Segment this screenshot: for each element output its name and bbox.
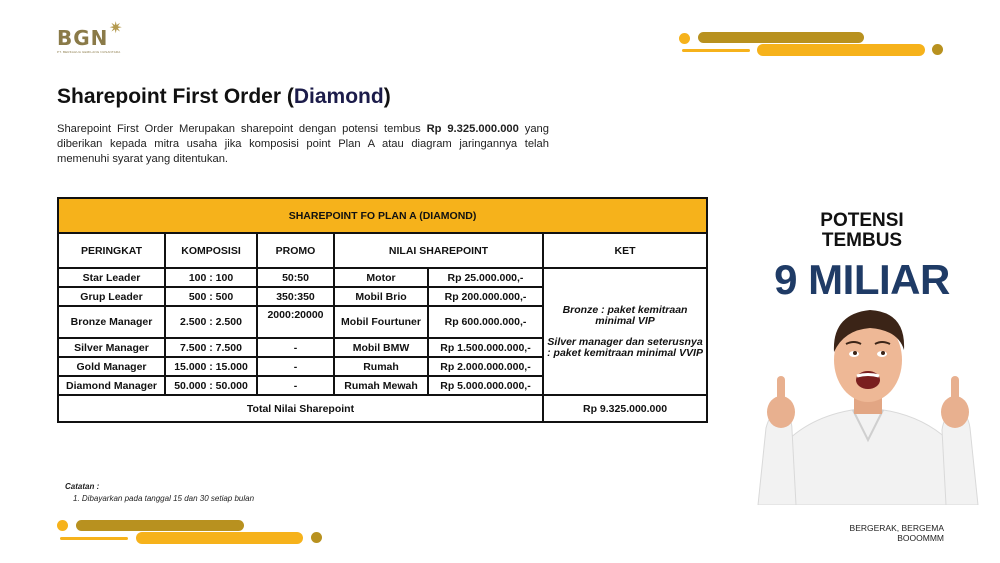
logo-text: BGN	[57, 26, 109, 50]
sharepoint-table	[57, 197, 706, 423]
company-logo	[57, 18, 137, 58]
note-title: Catatan :	[65, 482, 100, 491]
decor-bar	[136, 532, 303, 544]
decor-line	[682, 49, 750, 52]
total-label: Total Nilai Sharepoint	[58, 395, 543, 422]
table-row: Bronze Manager 2.500 : 2.500 2000:20000 Mobil Fourtuner Rp 600.000.000,-	[58, 306, 707, 338]
total-row	[58, 395, 707, 422]
potensi-heading: POTENSI TEMBUS	[820, 210, 904, 251]
decor-dot	[679, 33, 690, 44]
table-header: SHAREPOINT FO PLAN A (DIAMOND)	[58, 198, 707, 233]
note	[65, 482, 254, 503]
table-row: Grup Leader 500 : 500 350:350 Mobil Brio Rp 200.000.000,-	[58, 287, 707, 306]
potensi-amount: 9 MILIAR	[774, 256, 950, 303]
note-item: 1. Dibayarkan pada tanggal 15 dan 30 setiap bulan	[73, 494, 255, 503]
description-paragraph: Sharepoint First Order Merupakan sharepoint dengan potensi tembus Rp 9.325.000.000 yang diberikan kepada mitra usaha jika komposisi point Plan A atau diagram jaringannya telah memenuhi syarat yang ditentukan.	[57, 123, 549, 165]
total-value: Rp 9.325.000.000	[543, 395, 707, 422]
ket-cell: Bronze : paket kemitraan minimal VIP Silver manager dan seterusnya : paket kemitraan minimal VVIP	[543, 268, 707, 395]
decor-dot	[311, 532, 322, 543]
decor-bar	[757, 44, 925, 56]
decor-bar	[76, 520, 244, 531]
table-row: Silver Manager 7.500 : 7.500 - Mobil BMW Rp 1.500.000.000,-	[58, 338, 707, 357]
footer-tagline: BERGERAK, BERGEMA BOOOMMM	[849, 523, 944, 543]
column-header: NILAI SHAREPOINT	[334, 233, 543, 268]
column-header: PROMO	[257, 233, 334, 268]
table-row: Gold Manager 15.000 : 15.000 - Rumah Rp 2.000.000.000,-	[58, 357, 707, 376]
decor-bar	[698, 32, 864, 43]
decor-line	[60, 537, 128, 540]
decor-dot	[57, 520, 68, 531]
highlight-amount: Rp 9.325.000.000	[426, 123, 519, 135]
logo-subtext: PT. BERKAHUA GEMILANG NUSANTARA	[57, 50, 121, 54]
star-icon: ✷	[109, 20, 123, 37]
table-row: Diamond Manager 50.000 : 50.000 - Rumah Mewah Rp 5.000.000.000,-	[58, 376, 707, 395]
column-header: KOMPOSISI	[165, 233, 257, 268]
decor-dot	[932, 44, 943, 55]
table-row: Star Leader 100 : 100 50:50 Motor Rp 25.000.000,- Bronze : paket kemitraan minimal VIP Silver manager dan seterusnya : paket kemitraan minimal VVIP	[58, 268, 707, 287]
column-header: PERINGKAT	[58, 233, 165, 268]
column-header: KET	[543, 233, 707, 268]
page-title: Sharepoint First Order (Diamond)	[57, 85, 391, 108]
excited-man-image	[748, 300, 988, 505]
